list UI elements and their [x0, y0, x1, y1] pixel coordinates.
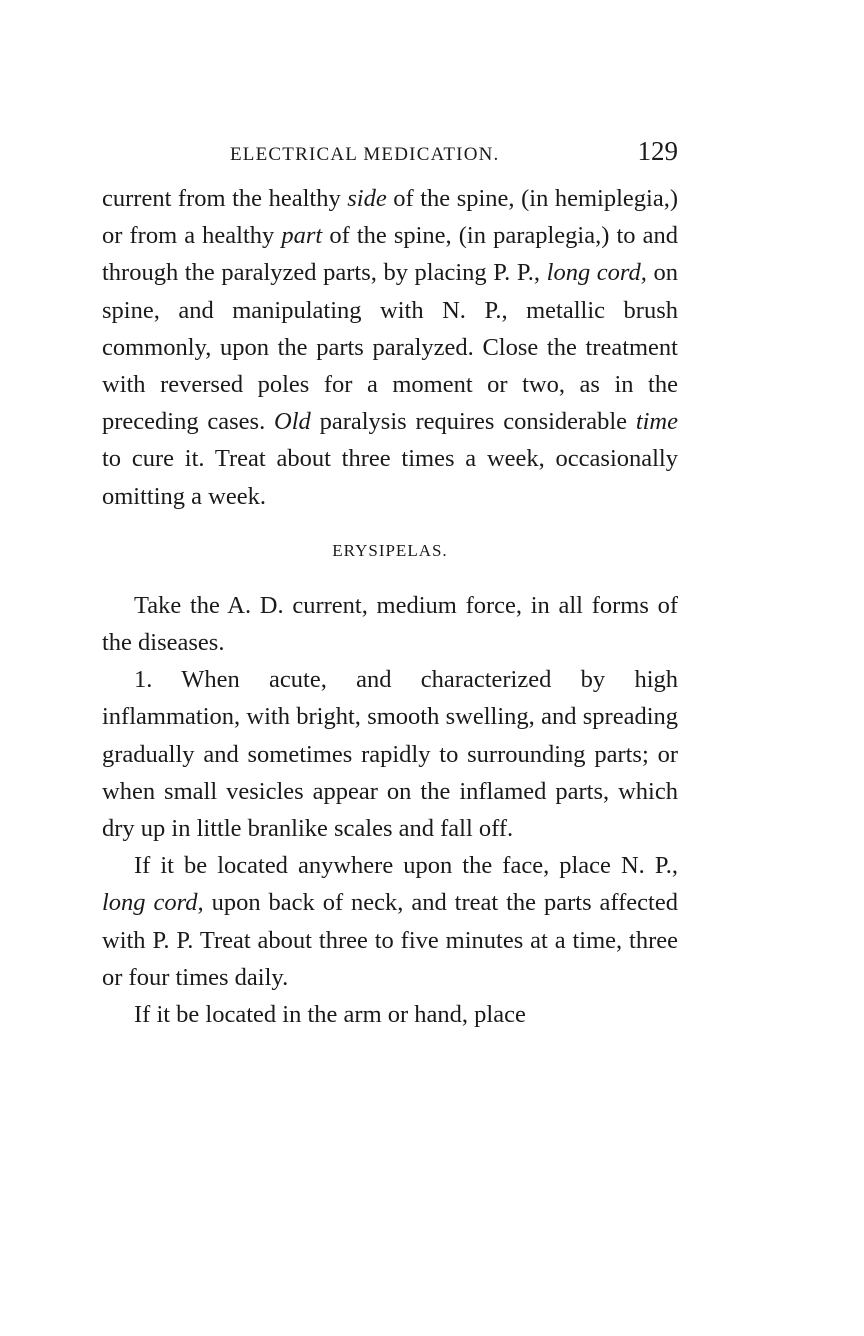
running-title: ELECTRICAL MEDICATION. [230, 144, 500, 165]
running-header [102, 128, 678, 180]
paragraph-paralysis-continued [102, 180, 678, 515]
italic-run: side [347, 185, 387, 212]
italic-run: long cord, [546, 259, 647, 287]
book-page [102, 128, 678, 1033]
paragraph-ad-current: Take the A. D. current, medium force, in all forms of the diseases. [102, 591, 678, 657]
italic-run: Old [274, 408, 311, 436]
text-run: to cure it. Treat about three times a week, occasionally omitting a week. [102, 445, 678, 510]
section-erysipelas [102, 587, 678, 1033]
body-text [102, 180, 678, 1033]
paragraph-acute-description: 1. When acute, and characterized by high inflammation, with bright, smooth swelling, and spreading gradually and sometimes rapidly to surrounding parts; or when small vesicles appear on the inflamed parts, which dry up in little branlike scales and fall off. [102, 666, 678, 843]
paragraph-arm-hand: If it be located in the arm or hand, place [134, 1001, 526, 1029]
text-run: paralysis requires considerable [310, 408, 636, 436]
text-run: If it be located anywhere upon the face, place N. P., [134, 852, 678, 880]
section-heading-erysipelas: ERYSIPELAS. [332, 540, 448, 560]
page-number: 129 [637, 136, 678, 166]
italic-run: time [635, 408, 678, 436]
text-run: of the spine, (in paraplegia,) to and through the paralyzed parts, by placing P. P., [102, 222, 678, 287]
paragraph-face-treatment [102, 847, 678, 996]
italic-run: part [281, 222, 323, 250]
text-run: of the spine, (in hemiplegia,) or from a healthy [102, 185, 679, 250]
text-run: on spine, and manipulating with N. P., metallic brush commonly, upon the parts paralyzed. Close the treatment with reversed poles for a moment or two, as in the preceding cases. [102, 259, 679, 436]
italic-run: long cord, [102, 889, 204, 917]
text-run: current from the healthy [102, 185, 348, 212]
text-run: upon back of neck, and treat the parts affected with P. P. Treat about three to five minutes at a time, three or four times daily. [102, 889, 678, 991]
